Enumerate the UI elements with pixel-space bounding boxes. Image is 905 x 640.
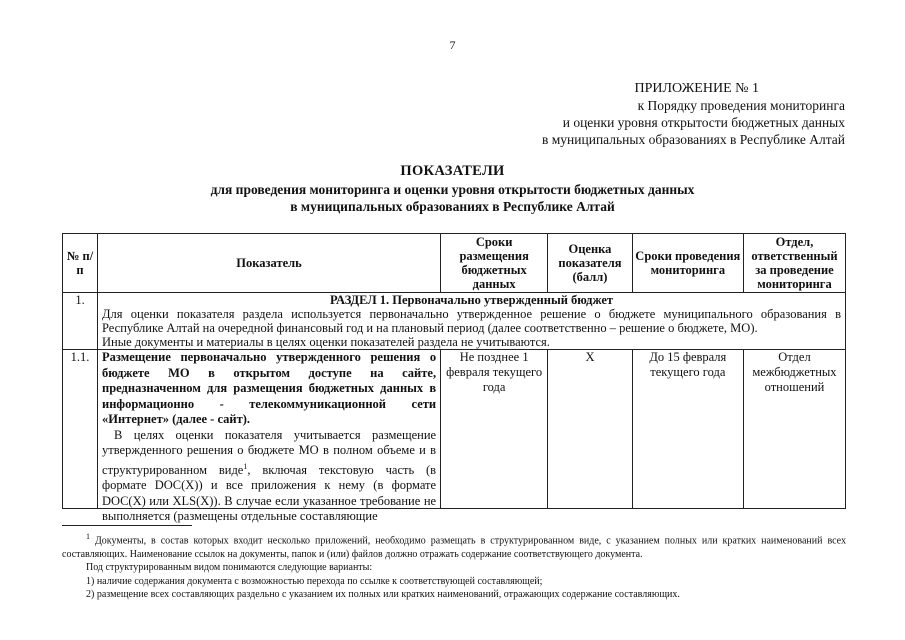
footnote: $^1$ Документы, в состав которых входит несколько приложений, необходимо размещать в структурированном виде, с указанием полных или кратких наименований всех составляющих. Наименование ссылок на документы, папок и (или) файлов должно отражать содержание соответствующего документа. bbox=[62, 532, 846, 560]
deadline-cell: Не позднее 1 февраля текущего года bbox=[441, 350, 548, 509]
table-header-row bbox=[63, 234, 846, 293]
section-description bbox=[102, 307, 841, 349]
monitoring-period-cell: До 15 февраля текущего года bbox=[632, 350, 743, 509]
footnote-marker: 1 bbox=[86, 532, 90, 541]
footnote-line: 2) размещение всех составляющих раздельно с указанием их полных или кратких наименований, отражающих содержание составляющих. bbox=[86, 589, 680, 601]
header-department: Отдел, ответственный за проведение мониторинга bbox=[743, 234, 845, 293]
row-number: 1.1. bbox=[63, 350, 98, 509]
appendix-line: и оценки уровня открытости бюджетных данных bbox=[562, 115, 845, 130]
indicator-cell bbox=[98, 350, 441, 524]
footnotes bbox=[62, 530, 846, 602]
appendix-line: в муниципальных образованиях в Республике Алтай bbox=[542, 132, 845, 147]
header-score: Оценка показателя (балл) bbox=[548, 234, 632, 293]
document-title: ПОКАЗАТЕЛИ bbox=[400, 163, 505, 179]
footnote-reference: 1 bbox=[243, 461, 248, 471]
page-number: 7 bbox=[449, 38, 456, 52]
indicator-description: В целях оценки показателя учитывается размещение утвержденного решения о бюджете МО в полном объеме и в структурированном виде$^1$, включая текстовую часть (в формате DOC(X)) и все приложения к нему (в формате DOC(X) или XLS(X)). В случае если указанное требование не выполняется (размещены отдельные составляющие bbox=[102, 427, 437, 524]
section-text: Для оценки показателя раздела используется первоначально утвержденное решение о бюджете муниципального образования в Республике Алтай на очередной финансовый год и на плановый период (далее соответственно – решение о бюджете, МО). bbox=[102, 307, 841, 335]
section-title: РАЗДЕЛ 1. Первоначально утвержденный бюджет bbox=[329, 293, 614, 307]
document-subtitle bbox=[0, 181, 905, 215]
department-cell: Отдел межбюджетных отношений bbox=[743, 350, 845, 509]
header-monitoring-period: Сроки проведения мониторинга bbox=[632, 234, 743, 293]
footnote-line: Под структурированным видом понимаются следующие варианты: bbox=[86, 562, 373, 574]
indicator-title: Размещение первоначально утвержденного решения о бюджете МО в открытом доступе на сайте, предназначенном для размещения бюджетных данных в информационно - телекоммуникационной сети «Интернет» (далее - сайт). bbox=[102, 350, 437, 426]
section-cell bbox=[98, 293, 846, 350]
section-text: Иные документы и материалы в целях оценки показателей раздела не учитываются. bbox=[102, 335, 550, 349]
appendix-heading bbox=[425, 80, 845, 148]
indicators-table bbox=[62, 233, 846, 524]
score-cell: X bbox=[548, 350, 632, 509]
footnote-line: 1) наличие содержания документа с возможностью перехода по ссылке к соответствующей составляющей; bbox=[86, 575, 543, 587]
header-deadline: Сроки размещения бюджетных данных bbox=[441, 234, 548, 293]
subtitle-line: для проведения мониторинга и оценки уровня открытости бюджетных данных bbox=[210, 182, 695, 197]
footnote-separator bbox=[62, 525, 192, 526]
appendix-title: ПРИЛОЖЕНИЕ № 1 bbox=[634, 81, 759, 96]
appendix-line: к Порядку проведения мониторинга bbox=[637, 98, 845, 113]
header-indicator: Показатель bbox=[98, 234, 441, 293]
section-number: 1. bbox=[63, 293, 98, 350]
table-row bbox=[63, 350, 846, 509]
header-number: № п/п bbox=[63, 234, 98, 293]
subtitle-line: в муниципальных образованиях в Республике Алтай bbox=[290, 199, 615, 214]
section-row bbox=[63, 293, 846, 350]
